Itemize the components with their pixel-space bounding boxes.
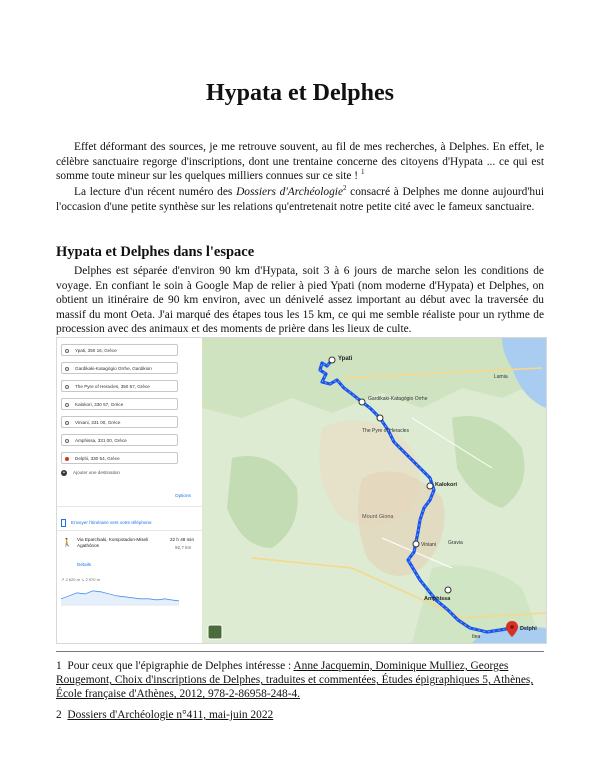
route-stop-7[interactable] — [61, 452, 178, 464]
stop-label: Amphissa, 331 00, Grèce — [75, 438, 127, 443]
destination-marker-icon — [65, 457, 69, 461]
waypoint-gardiki-icon[interactable] — [359, 399, 365, 405]
route-stop-6[interactable] — [61, 434, 178, 446]
panel-divider — [57, 506, 202, 507]
section-paragraph — [56, 264, 544, 337]
intro-p2-title: Dossiers d'Archéologie — [236, 186, 343, 198]
details-link[interactable]: Détails — [77, 562, 92, 567]
elevation-profile-chart — [61, 584, 179, 606]
footnote-1-number: 1 — [56, 660, 62, 672]
stop-label: Delphi, 330 54, Grèce — [75, 456, 120, 461]
stop-dot-icon — [65, 385, 69, 389]
layers-icon[interactable] — [208, 625, 222, 639]
footnote-1-text: Pour ceux que l'épigraphie de Delphes intéresse : — [67, 660, 294, 672]
map-label-lamia: Lamia — [494, 374, 508, 380]
stop-dot-icon — [65, 421, 69, 425]
plus-icon: + — [62, 470, 66, 476]
stop-label: Viniani, 331 00, Grèce — [75, 420, 121, 425]
footnote-ref-2[interactable]: 2 — [343, 184, 347, 192]
map-label-mount-giona: Mount Giona — [362, 514, 394, 520]
elevation-summary: ↗ 2 620 m ↘ 2 970 m — [61, 577, 100, 582]
route-stop-4[interactable] — [61, 398, 178, 410]
add-destination-label: Ajouter une destination — [73, 470, 120, 475]
section-heading: Hypata et Delphes dans l'espace — [56, 244, 255, 260]
page-title: Hypata et Delphes — [206, 80, 394, 107]
map-label-viniani: Viniani — [421, 542, 436, 548]
waypoint-amphissa-icon[interactable] — [445, 587, 451, 593]
footnote-2 — [56, 708, 544, 722]
waypoint-viniani-icon[interactable] — [413, 541, 419, 547]
map-label-gardiki: Gardikaki-Katagógio Orrhe — [368, 396, 428, 402]
send-to-phone-label: Envoyer l'itinéraire vers votre téléphone — [71, 520, 152, 526]
send-to-phone-link[interactable] — [61, 519, 152, 527]
waypoint-kalokori-icon[interactable] — [427, 483, 433, 489]
intro-paragraph-1 — [56, 140, 544, 184]
map-label-delphi: Delphi — [520, 626, 537, 632]
intro-paragraph-2 — [56, 185, 544, 214]
route-stop-3[interactable] — [61, 380, 178, 392]
map-label-kalokori: Kalokori — [435, 482, 458, 488]
route-map-figure — [56, 337, 547, 644]
route-distance: 92,7 km — [175, 545, 192, 550]
walking-icon: 🚶 — [62, 538, 72, 547]
route-stop-2[interactable] — [61, 362, 178, 374]
stop-label: Kalokori, 330 57, Grèce — [75, 402, 124, 407]
map-label-gravia: Gravia — [448, 540, 463, 546]
stop-dot-icon — [65, 403, 69, 407]
route-duration: 22 h 48 min — [170, 537, 195, 542]
options-button[interactable]: Options — [175, 493, 191, 498]
footnote-1-link[interactable]: Anne Jacquemin, Dominique Mulliez, Georges Rougemont, Choix d'inscriptions de Delphes, traduites et commentées, Études épigraphiques 5, Athènes, École française d'Athènes, 2012, 978-2-86958-248-4. — [56, 660, 534, 701]
intro-p2-text-b: consacré à Delphes me donne aujourd'hui l'occasion d'une petite synthèse sur les relations qu'entretenait notre petite cité avec le fameux sanctuaire. — [56, 186, 544, 213]
waypoint-ypati-icon[interactable] — [329, 357, 335, 363]
stop-label: The Pyre of Heracles, 350 57, Grèce — [75, 384, 150, 389]
section-p-text: Delphes est séparée d'environ 90 km d'Hypata, soit 3 à 6 jours de marche selon les conditions de voyage. En confiant le soin à Google Map de relier à pied Ypati (nom moderne d'Hypata) et Delphes, on obtient un itinéraire de 90 km environ, avec un dénivelé assez important au début avec la traversée du massif du mont Oeta. J'ai marqué des étapes tous les 15 km, ce qui me semble réaliste pour un rythme de procession avec des animaux et des moments de prière dans les lieux de culte. — [56, 265, 544, 336]
waypoint-pyre-icon[interactable] — [377, 415, 383, 421]
footnote-1 — [56, 659, 544, 702]
map-view[interactable] — [202, 338, 546, 643]
panel-divider — [57, 530, 202, 531]
footnote-ref-1[interactable]: 1 — [360, 168, 365, 177]
stop-dot-icon — [65, 367, 69, 371]
stop-dot-icon — [65, 439, 69, 443]
route-stop-5[interactable] — [61, 416, 178, 428]
route-stop-1[interactable] — [61, 344, 178, 356]
stop-label: Ypati, 350 16, Grèce — [75, 348, 117, 353]
stop-label: Gardikaki-Katagógio Orrhe, Gardikion — [75, 366, 152, 371]
intro-p2-text-a: La lecture d'un récent numéro des — [74, 186, 237, 198]
directions-panel — [57, 338, 202, 643]
stop-dot-icon — [65, 349, 69, 353]
phone-icon — [61, 519, 66, 527]
map-label-pyre: The Pyre of Heracles — [362, 428, 409, 434]
map-label-amphissa: Amphissa — [424, 596, 451, 602]
map-label-ypati: Ypati — [338, 356, 353, 362]
map-label-itea: Itea — [472, 634, 481, 640]
footnote-separator — [56, 651, 544, 652]
intro-p1-text: Effet déformant des sources, je me retrouve souvent, au fil de mes recherches, à Delphes. En effet, le célèbre sanctuaire regorge d'inscriptions, dont une trentaine concerne des citoyens d'Hypata ... ce qui est somme toute mineur sur les quelques milliers connues sur ce site ! — [56, 141, 544, 183]
add-destination-button[interactable] — [61, 470, 120, 476]
route-via-text[interactable]: Via Eparchiaki, Kompotadon-Miseli Agathónos — [77, 537, 149, 548]
footnote-2-link[interactable]: Dossiers d'Archéologie n°411, mai-juin 2022 — [67, 709, 274, 721]
footnote-2-number: 2 — [56, 709, 62, 721]
